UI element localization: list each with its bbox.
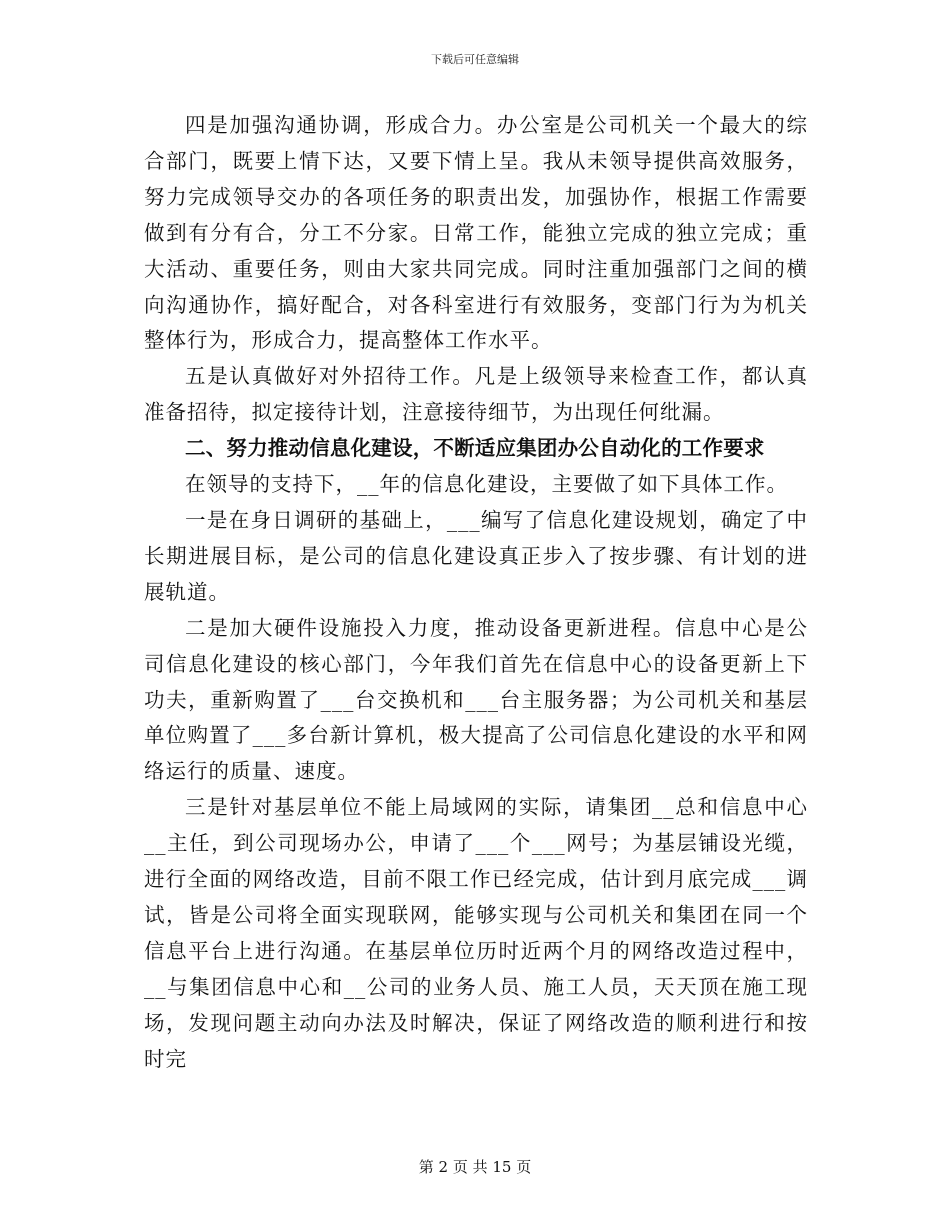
document-body: [144, 108, 808, 1077]
paragraph-intro: 在领导的支持下，__年的信息化建设，主要做了如下具体工作。: [185, 472, 788, 497]
page-footer: 第 2 页 共 15 页: [418, 1158, 532, 1176]
paragraph-planning: 一是在身日调研的基础上，___编写了信息化建设规划，确定了中长期进展目标，是公司的信息化建设真正步入了按步骤、有计划的进展轨道。: [144, 507, 808, 604]
paragraph-reception: 五是认真做好对外招待工作。凡是上级领导来检查工作，都认真准备招待，拟定接待计划，注意接待细节，为出现任何纰漏。: [144, 364, 808, 425]
paragraph-network: 三是针对基层单位不能上局域网的实际，请集团__总和信息中心__主任，到公司现场办公，申请了___个___网号；为基层铺设光缆，进行全面的网络改造，目前不限工作已经完成，估计到月底完成___调试，皆是公司将全面实现联网，能够实现与公司机关和集团在同一个信息平台上进行沟通。在基层单位历时近两个月的网络改造过程中，__与集团信息中心和__公司的业务人员、施工人员，天天顶在施工现场，发现问题主动向办法及时解决，保证了网络改造的顺利进行和按时完: [144, 795, 808, 1071]
page-header: 下载后可任意编辑: [431, 53, 519, 66]
paragraph-communication: 四是加强沟通协调，形成合力。办公室是公司机关一个最大的综合部门，既要上情下达，又要下情上呈。我从未领导提供高效服务，努力完成领导交办的各项任务的职责出发，加强协作，根据工作需要做到有分有合，分工不分家。日常工作，能独立完成的独立完成；重大活动、重要任务，则由大家共同完成。同时注重加强部门之间的横向沟通协作，搞好配合，对各科室进行有效服务，变部门行为为机关整体行为，形成合力，提高整体工作水平。: [144, 113, 808, 353]
section-heading-informatization: 二、努力推动信息化建设，不断适应集团办公自动化的工作要求: [185, 436, 765, 461]
paragraph-hardware: 二是加大硬件设施投入力度，推动设备更新进程。信息中心是公司信息化建设的核心部门，今年我们首先在信息中心的设备更新上下功夫，重新购置了___台交换机和___台主服务器；为公司机关和基层单位购置了___多台新计算机，极大提高了公司信息化建设的水平和网络运行的质量、速度。: [144, 615, 808, 784]
